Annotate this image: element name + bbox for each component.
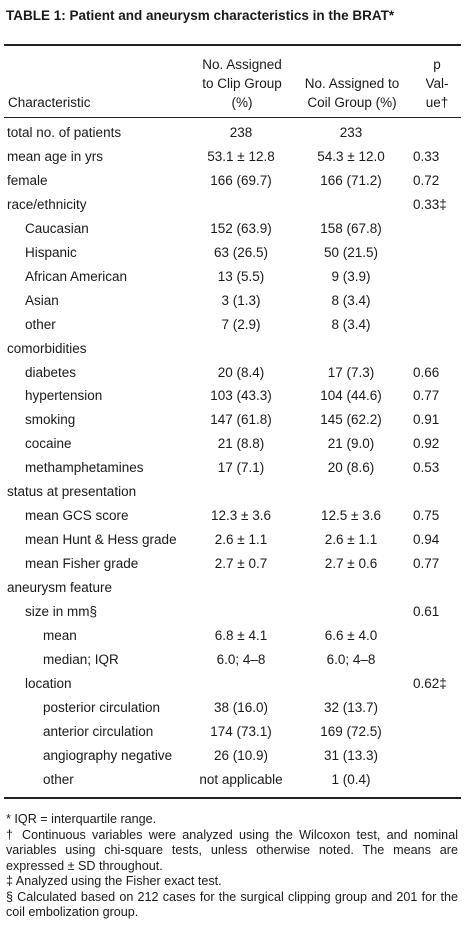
- clip-group-value: 38 (16.0): [213, 699, 269, 715]
- row-label: Asian: [25, 292, 59, 308]
- table-row: [0, 169, 465, 193]
- clip-group-value: 6.8 ± 4.1: [214, 627, 268, 643]
- coil-group-value: 31 (13.3): [323, 747, 379, 763]
- p-value: 0.62‡: [413, 675, 447, 691]
- table-row: [0, 696, 465, 720]
- row-label: race/ethnicity: [7, 196, 87, 212]
- clip-group-value: 2.7 ± 0.7: [214, 556, 268, 572]
- footnotes: [6, 812, 458, 921]
- clip-group-value: 21 (8.8): [217, 436, 265, 452]
- coil-group-value: 2.6 ± 1.1: [324, 532, 378, 548]
- clip-group-value: 174 (73.1): [210, 723, 272, 739]
- header-characteristic-label: Characteristic: [8, 95, 91, 110]
- coil-group-value: 17 (7.3): [327, 364, 375, 380]
- table-title: TABLE 1: Patient and aneurysm characteristics in the BRAT*: [6, 8, 395, 23]
- coil-group-value: 233: [339, 125, 363, 140]
- coil-group-value: 1 (0.4): [331, 771, 371, 787]
- table-row: [0, 145, 465, 169]
- p-value: 0.91: [413, 412, 440, 428]
- row-label: Caucasian: [25, 220, 89, 236]
- table-row: [0, 720, 465, 744]
- clip-group-value: 238: [229, 125, 253, 140]
- table-row: [0, 744, 465, 768]
- row-label: location: [25, 675, 72, 691]
- row-label: methamphetamines: [25, 460, 144, 476]
- table-row: [0, 265, 465, 289]
- coil-group-value: 104 (44.6): [320, 388, 382, 404]
- row-label: angiography negative: [43, 747, 173, 763]
- coil-group-value: 54.3 ± 12.0: [317, 148, 385, 164]
- row-label: total no. of patients: [7, 125, 122, 140]
- table-row: [0, 648, 465, 672]
- clip-group-value: 7 (2.9): [221, 316, 261, 332]
- footnote: ‡ Analyzed using the Fisher exact test.: [6, 874, 222, 888]
- coil-group-value: 158 (67.8): [320, 220, 382, 236]
- header-p-line: p: [433, 57, 441, 72]
- clip-group-value: 20 (8.4): [217, 364, 265, 380]
- table-row: [0, 576, 465, 600]
- table-row: [0, 384, 465, 408]
- clip-group-value: 63 (26.5): [213, 244, 269, 260]
- coil-group-value: 32 (13.7): [323, 699, 379, 715]
- coil-group-value: 169 (72.5): [320, 723, 382, 739]
- footnote: § Calculated based on 212 cases for the surgical clipping group and 201 for the coil embolization group.: [6, 889, 458, 919]
- clip-group-value: 53.1 ± 12.8: [207, 148, 275, 164]
- row-label: female: [7, 172, 48, 188]
- p-value: 0.61: [413, 604, 440, 619]
- p-value: 0.53: [413, 460, 440, 476]
- clip-group-value: 3 (1.3): [221, 292, 261, 308]
- p-value: 0.66: [413, 364, 440, 380]
- header-p-line: ue†: [425, 95, 449, 110]
- clip-group-value: 6.0; 4–8: [216, 651, 266, 667]
- clip-group-value: 152 (63.9): [210, 220, 272, 236]
- table-row: [0, 552, 465, 576]
- coil-group-value: 8 (3.4): [331, 316, 371, 332]
- row-label: mean: [43, 627, 77, 643]
- clip-group-value: 13 (5.5): [217, 268, 265, 284]
- header-clip-line: to Clip Group: [202, 76, 282, 91]
- table-row: [0, 624, 465, 648]
- table-row: [0, 121, 465, 145]
- header-clip-group: [196, 55, 288, 112]
- row-label: size in mm§: [25, 604, 98, 619]
- coil-group-value: 8 (3.4): [331, 292, 371, 308]
- clip-group-value: 2.6 ± 1.1: [214, 532, 268, 548]
- row-label: African American: [25, 268, 128, 284]
- footnote: * IQR = interquartile range.: [6, 812, 157, 826]
- clip-group-value: 147 (61.8): [210, 412, 272, 428]
- coil-group-value: 6.0; 4–8: [326, 651, 376, 667]
- clip-group-value: 103 (43.3): [210, 388, 272, 404]
- row-label: Hispanic: [25, 244, 77, 260]
- row-label: mean Hunt & Hess grade: [25, 532, 177, 548]
- table-row: [0, 672, 465, 696]
- clip-group-value: 12.3 ± 3.6: [211, 508, 271, 524]
- table-row: [0, 768, 465, 792]
- p-value: 0.77: [413, 556, 440, 572]
- coil-group-value: 166 (71.2): [320, 172, 382, 188]
- header-coil-line: No. Assigned to: [304, 76, 400, 91]
- clip-group-value: not applicable: [199, 771, 283, 787]
- table-row: [0, 408, 465, 432]
- coil-group-value: 12.5 ± 3.6: [321, 508, 381, 524]
- table-row: [0, 528, 465, 552]
- row-label: aneurysm feature: [7, 580, 113, 596]
- row-label: posterior circulation: [43, 699, 161, 715]
- row-label: mean GCS score: [25, 508, 129, 524]
- row-label: diabetes: [25, 364, 77, 380]
- row-label: other: [43, 771, 74, 787]
- coil-group-value: 6.6 ± 4.0: [324, 627, 378, 643]
- header-p-line: Val-: [425, 76, 449, 91]
- table-row: [0, 241, 465, 265]
- table-row: [0, 432, 465, 456]
- coil-group-value: 145 (62.2): [320, 412, 382, 428]
- p-value: 0.94: [413, 532, 440, 548]
- coil-group-value: 9 (3.9): [331, 268, 371, 284]
- coil-group-value: 50 (21.5): [323, 244, 379, 260]
- header-coil-line: Coil Group (%): [307, 95, 397, 110]
- p-value: 0.75: [413, 508, 440, 524]
- header-coil-group: [296, 74, 408, 112]
- row-label: smoking: [25, 412, 76, 428]
- table-row: [0, 217, 465, 241]
- clip-group-value: 17 (7.1): [217, 460, 265, 476]
- coil-group-value: 21 (9.0): [327, 436, 375, 452]
- table-row: [0, 361, 465, 385]
- header-p-value: [415, 55, 459, 112]
- footnote: † Continuous variables were analyzed using the Wilcoxon test, and nominal variables using chi-square tests, unless otherwise noted. The means are expressed ± SD throughout.: [6, 827, 458, 873]
- table-row: [0, 504, 465, 528]
- coil-group-value: 2.7 ± 0.6: [324, 556, 378, 572]
- table-row: [0, 313, 465, 337]
- clip-group-value: 26 (10.9): [213, 747, 269, 763]
- table-row: [0, 600, 465, 624]
- row-label: cocaine: [25, 436, 72, 452]
- bottom-rule: [4, 797, 461, 799]
- p-value: 0.72: [413, 172, 440, 188]
- header-clip-line: (%): [231, 95, 253, 110]
- header-characteristic: [8, 93, 91, 112]
- row-label: mean Fisher grade: [25, 556, 139, 572]
- table-row: [0, 456, 465, 480]
- coil-group-value: 20 (8.6): [327, 460, 375, 476]
- row-label: comorbidities: [7, 340, 87, 356]
- row-label: status at presentation: [7, 484, 137, 500]
- row-label: anterior circulation: [43, 723, 154, 739]
- p-value: 0.33‡: [413, 196, 447, 212]
- p-value: 0.33: [413, 148, 440, 164]
- table-row: [0, 193, 465, 217]
- row-label: other: [25, 316, 56, 332]
- row-label: median; IQR: [43, 651, 119, 667]
- header-rule: [4, 117, 461, 118]
- top-rule: [4, 44, 461, 46]
- table-row: [0, 480, 465, 504]
- row-label: hypertension: [25, 388, 103, 404]
- p-value: 0.92: [413, 436, 440, 452]
- header-clip-line: No. Assigned: [202, 57, 282, 72]
- clip-group-value: 166 (69.7): [210, 172, 272, 188]
- table-row: [0, 337, 465, 361]
- row-label: mean age in yrs: [7, 148, 104, 164]
- table-row: [0, 289, 465, 313]
- p-value: 0.77: [413, 388, 440, 404]
